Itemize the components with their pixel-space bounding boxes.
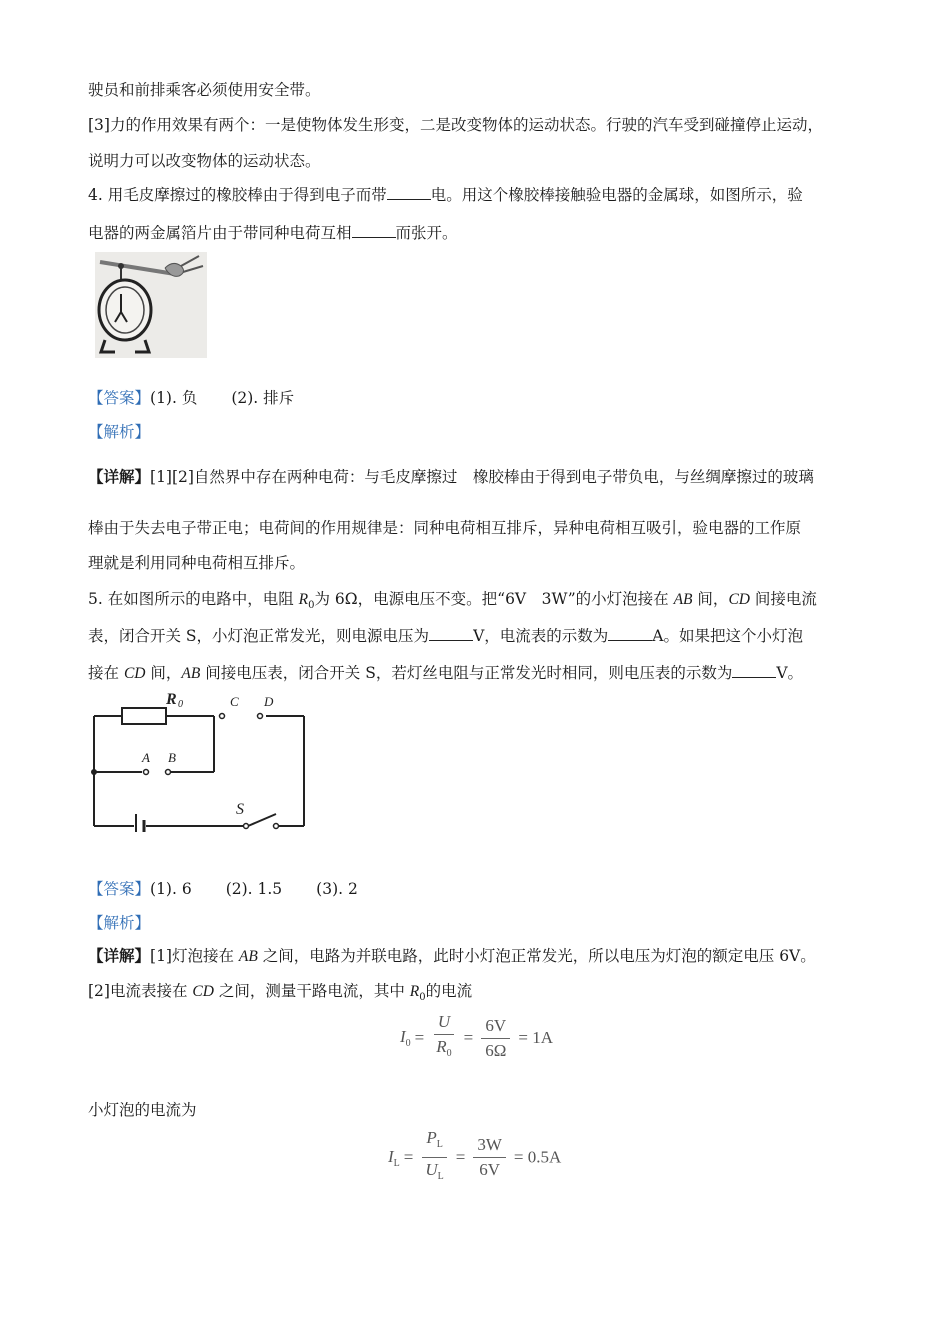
formula-il: $I_L$ = $\frac{P_L}{U_L}$ = $\frac{3W}{6V}$ = 0.5A bbox=[388, 1128, 562, 1182]
label-b: B bbox=[168, 750, 176, 765]
detail-line: [2]电流表接在 CD 之间，测量干路电流，其中 $R_0$的电流 bbox=[88, 982, 473, 1003]
electroscope-photo bbox=[95, 252, 207, 358]
circuit-diagram bbox=[88, 690, 310, 832]
answer-blank bbox=[732, 663, 776, 678]
question-5-line-1: 5. 在如图所示的电路中，电阻 $R_0$为 6Ω，电源电压不变。把“6V 3W”的小灯泡接在 AB 间，CD 间接电流 bbox=[88, 590, 817, 611]
label-r0-sub: 0 bbox=[178, 699, 183, 710]
detail-line: 【详解】[1][2]自然界中存在两种电荷：与毛皮摩擦过 橡胶棒由于得到电子带负电，与丝绸摩擦过的玻璃 bbox=[88, 467, 814, 486]
question-4-line-1: 4. 用毛皮摩擦过的橡胶棒由于得到电子而带 电。用这个橡胶棒接触验电器的金属球，如图所示，验 bbox=[88, 186, 803, 204]
detail-line: 理就是利用同种电荷相互排斥。 bbox=[88, 554, 306, 572]
analysis-row bbox=[88, 422, 150, 442]
answer-row: 【答案】(1). 负 (2). 排斥 bbox=[88, 389, 295, 407]
label-r0: R bbox=[166, 691, 177, 708]
label-c: C bbox=[230, 694, 239, 709]
detail-line: 棒由于失去电子带正电；电荷间的作用规律是：同种电荷相互排斥，异种电荷相互吸引，验电器的工作原 bbox=[88, 519, 802, 537]
question-4-line-2: 电器的两金属箔片由于带同种电荷互相 而张开。 bbox=[88, 224, 458, 242]
analysis-tag: 【解析】 bbox=[88, 914, 151, 932]
text-line: 驶员和前排乘客必须使用安全带。 bbox=[88, 81, 321, 99]
answer-blank bbox=[429, 626, 473, 641]
answer-blank bbox=[352, 223, 396, 238]
label-a: A bbox=[142, 750, 150, 765]
text-line: 说明力可以改变物体的运动状态。 bbox=[88, 152, 321, 170]
answer-blank bbox=[387, 185, 431, 200]
label-s: S bbox=[236, 801, 244, 818]
analysis-row bbox=[88, 913, 150, 933]
answer-tag: 【答案】 bbox=[88, 389, 151, 407]
answer-blank bbox=[608, 626, 652, 641]
formula-i0: $I_0$ = $\frac{U}{R_0}$ = $\frac{6V}{6\Omega}$ = 1A bbox=[400, 1012, 554, 1060]
answer-row: 【答案】(1). 6 (2). 1.5 (3). 2 bbox=[88, 880, 358, 898]
question-5-line-2: 表，闭合开关 S，小灯泡正常发光，则电源电压为 V，电流表的示数为 A。如果把这个小灯泡 bbox=[88, 627, 803, 645]
label-d: D bbox=[264, 694, 274, 709]
question-5-line-3: 接在 CD 间，AB 间接电压表，闭合开关 S，若灯丝电阻与正常发光时相同，则电压表的示数为 V。 bbox=[88, 664, 804, 682]
text-line: 小灯泡的电流为 bbox=[88, 1101, 197, 1119]
answer-tag: 【答案】 bbox=[88, 880, 151, 898]
text-line: [3]力的作用效果有两个：一是使物体发生形变，二是改变物体的运动状态。行驶的汽车受到碰撞停止运动， bbox=[88, 116, 823, 134]
analysis-tag: 【解析】 bbox=[88, 423, 151, 441]
detail-line: 【详解】[1]灯泡接在 AB 之间，电路为并联电路，此时小灯泡正常发光，所以电压为灯泡的额定电压 6V。 bbox=[88, 946, 816, 965]
